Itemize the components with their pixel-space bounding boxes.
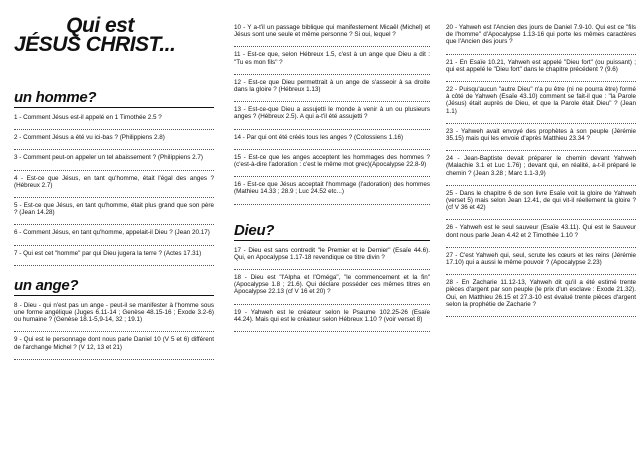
question-18: 18 - Dieu est "l'Alpha et l'Oméga", "le commencement et la fin" (Apocalypse 1.8 ; 21.6). Qui déclare posséder ces mêmes titres en Apocalypse 22.13 (cf V 16 et 20) ?	[234, 274, 430, 305]
question-25: 25 - Dans le chapitre 6 de son livre Esaïe voit la gloire de Yahweh (verset 5) mais selon Jean 12.41, de qui vit-il réellement la gloire ? (cf V 36 et 42)	[446, 190, 636, 221]
question-9: 9 - Qui est le personnage dont nous parle Daniel 10 (V 5 et 6) différent de l'archange Michel ? (V 12, 13 et 21)	[14, 336, 214, 359]
page-title	[14, 16, 214, 54]
question-19: 19 - Yahweh est le créateur selon le Psaume 102.25-26 (Esaïe 44.24). Mais qui est le créateur selon Hébreux 1.10 ? (voir verset 8)	[234, 309, 430, 332]
question-6: 6 - Comment Jésus, en tant qu'homme, appelait-il Dieu ? (Jean 20.17)	[14, 229, 214, 245]
question-2: 2 - Comment Jésus a été vu ici-bas ? (Philippiens 2.8)	[14, 134, 214, 150]
question-4: 4 - Est-ce que Jésus, en tant qu'homme, était l'égal des anges ? (Hébreux 2.7)	[14, 175, 214, 198]
question-1: 1 - Comment Jésus est-il appelé en 1 Timothée 2.5 ?	[14, 114, 214, 130]
question-22: 22 - Puisqu'aucun "autre Dieu" n'a pu être (ni ne pourra être) formé à côté de Yahweh (Esaïe 43.10) comment se fait-il que : "la Parole (Jésus) était auprès de Dieu, et que la Parole était Dieu" ? (Jean 1.1)	[446, 86, 636, 124]
question-14: 14 - Par qui ont été créés tous les anges ? (Colossiens 1.16)	[234, 134, 430, 150]
question-12: 12 - Est-ce que Dieu permettrait à un ange de s'asseoir à sa droite dans la gloire ? (Hébreux 1.13)	[234, 79, 430, 102]
question-16: 16 - Est-ce que Jésus acceptait l'hommage (l'adoration) des hommes (Mathieu 14.33 ; 28.9 ; Luc 24.52 etc...)	[234, 181, 430, 204]
question-5: 5 - Est-ce que Jésus, en tant qu'homme, était plus grand que son père ? (Jean 14.28)	[14, 202, 214, 225]
column-left	[14, 0, 214, 364]
section-title-ange: un ange?	[14, 278, 214, 296]
question-8: 8 - Dieu - qui n'est pas un ange - peut-il se manifester à l'homme sous une forme angélique (Juges 6.11-14 ; Genèse 48.15-16 ; Exode 3.2-6) ou humaine ? (Genèse 18.1-5,9-14, 32 ; 19.1)	[14, 302, 214, 333]
question-13: 13 - Est-ce-que Dieu a assujetti le monde à venir à un ou plusieurs anges ? (Hébreux 2.5). A qui a-t'il été assujetti ?	[234, 106, 430, 129]
question-17: 17 - Dieu est sans contredit "le Premier et le Dernier" (Esaïe 44.6). Qui, en Apocalypse 1.17-18 revendique ce titre divin ?	[234, 247, 430, 270]
question-15: 15 - Est-ce que les anges acceptent les hommages des hommes ? (c'est-à-dire l'adoration : c'est le même mot grec)(Apocalypse 22.8-9)	[234, 154, 430, 177]
question-24: 24 - Jean-Baptiste devait préparer le chemin devant Yahweh (Malachie 3.1 et Luc 1.76) ; devant qui, en réalité, a-t-il préparé le chemin ? (Jean 3.28 ; Marc 1.1-3,9)	[446, 155, 636, 186]
question-20: 20 - Yahweh est l'Ancien des jours de Daniel 7.9-10. Qui est ce "fils de l'homme" d'Apocalypse 1.13-16 qui porte les mêmes caractères que l'Ancien des jours ?	[446, 24, 636, 55]
section-title-dieu: Dieu?	[234, 223, 430, 241]
column-middle	[234, 0, 430, 336]
question-10: 10 - Y a-t'il un passage biblique qui manifestement Micaël (Michel) et Jésus sont une seule et même personne ? Si oui, lequel ?	[234, 24, 430, 47]
question-11: 11 - Est-ce que, selon Hébreux 1.5, c'est à un ange que Dieu a dit : "Tu es mon fils" ?	[234, 51, 430, 74]
question-23: 23 - Yahweh avait envoyé des prophètes à son peuple (Jérémie 35.15) mais qui les envoie d'après Matthieu 23.34 ?	[446, 128, 636, 151]
column-right	[446, 0, 636, 321]
question-7: 7 - Qui est cet "homme" par qui Dieu jugera la terre ? (Actes 17.31)	[14, 250, 214, 266]
question-3: 3 - Comment peut-on appeler un tel abaissement ? (Philippiens 2.7)	[14, 154, 214, 170]
page-title-line1: Qui est	[66, 14, 134, 37]
question-28: 28 - En Zacharie 11.12-13, Yahweh dit qu'il a été estimé trente pièces d'argent par son peuple (le prix d'un esclave : Exode 21.32). Oui, en Matthieu 26.15 et 27.3-10 est évalué trente pièces d'argent selon la prophétie de Zacharie ?	[446, 279, 636, 317]
question-26: 26 - Yahweh est le seul sauveur (Esaïe 43.11). Qui est le Sauveur dont nous parle Jean 4.42 et 2 Timothée 1.10 ?	[446, 224, 636, 247]
question-27: 27 - C'est Yahweh qui, seul, scrute les cœurs et les reins (Jérémie 17.10) qui a aussi le même pouvoir ? (Apocalypse 2.23)	[446, 252, 636, 275]
page-title-line2: JÉSUS CHRIST...	[14, 33, 176, 56]
question-21: 21 - En Esaïe 10.21, Yahweh est appelé "Dieu fort" (ou puissant) ; qui est appelé le "Dieu fort" dans le chapitre précédent ? (9.6)	[446, 59, 636, 82]
section-title-homme: un homme?	[14, 90, 214, 108]
